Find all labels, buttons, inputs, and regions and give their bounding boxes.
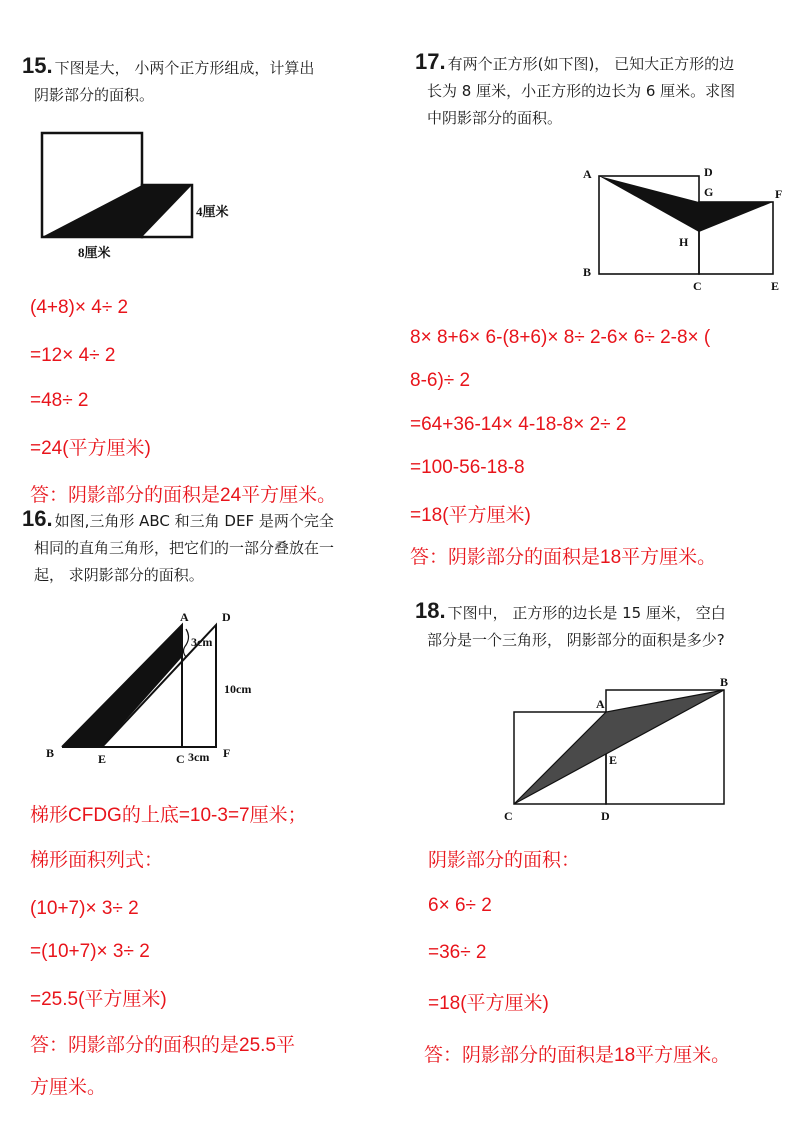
q17-label-f: F xyxy=(775,187,783,201)
q16-question xyxy=(22,505,402,589)
q17-label-g: G xyxy=(704,185,714,199)
q18-label-b: B xyxy=(720,675,729,689)
q16-top-dimension: 3cm xyxy=(191,635,213,649)
q17-solution-line5: =18(平方厘米) xyxy=(410,505,531,526)
q16-label-b: B xyxy=(46,746,55,760)
q16-label-f: F xyxy=(223,746,231,760)
q16-label-c: C xyxy=(176,752,185,766)
q15-side-label: 4厘米 xyxy=(196,204,229,219)
q16-solution-line1: 梯形CFDG的上底=10-3=7厘米； xyxy=(30,805,307,826)
q18-figure xyxy=(500,672,740,827)
q18-label-e: E xyxy=(609,753,618,767)
q16-label-d: D xyxy=(222,610,231,624)
q17-label-h: H xyxy=(679,235,689,249)
q15-shaded-region xyxy=(42,185,192,237)
q17-text-line3: 中阴影部分的面积。 xyxy=(427,109,563,127)
q17-text-line1: 有两个正方形(如下图)， 已知大正方形的边 xyxy=(447,55,735,73)
q16-text-line2: 相同的直角三角形，把它们的一部分叠放在一 xyxy=(34,539,335,557)
q17-number: 17. xyxy=(415,49,446,74)
q17-label-b: B xyxy=(583,265,592,279)
q18-label-d: D xyxy=(601,809,610,823)
q15-text-line1: 下图是大， 小两个正方形组成，计算出 xyxy=(54,59,315,77)
q17-solution-line3: =64+36-14× 4-18-8× 2÷ 2 xyxy=(410,414,627,435)
q15-number: 15. xyxy=(22,53,53,78)
q17-solution-line4: =100-56-18-8 xyxy=(410,457,525,478)
q16-label-e: E xyxy=(98,752,107,766)
q15-solution-line3: =48÷ 2 xyxy=(30,390,89,411)
q18-text-line1: 下图中， 正方形的边长是 15 厘米， 空白 xyxy=(447,604,726,622)
q16-solution-line5: =25.5(平方厘米) xyxy=(30,989,167,1010)
q16-answer-line2: 方厘米。 xyxy=(30,1077,107,1098)
q17-figure xyxy=(575,160,790,295)
q18-text-line2: 部分是一个三角形， 阴影部分的面积是多少? xyxy=(427,631,725,649)
q15-answer: 答：阴影部分的面积是24平方厘米。 xyxy=(30,485,337,506)
q16-side-dimension: 10cm xyxy=(224,682,252,696)
q16-answer-line1: 答：阴影部分的面积的是25.5平 xyxy=(30,1035,295,1056)
q18-solution-line1: 阴影部分的面积： xyxy=(428,850,581,871)
q16-text-line3: 起， 求阴影部分的面积。 xyxy=(34,566,204,584)
q18-label-c: C xyxy=(504,809,513,823)
q18-number: 18. xyxy=(415,598,446,623)
q16-solution-line2: 梯形面积列式： xyxy=(30,850,164,871)
q18-solution-line3: =36÷ 2 xyxy=(428,942,487,963)
q17-solution-line2: 8-6)÷ 2 xyxy=(410,370,471,391)
q15-solution-line2: =12× 4÷ 2 xyxy=(30,345,116,366)
q18-solution-line4: =18(平方厘米) xyxy=(428,993,549,1014)
q16-label-a: A xyxy=(180,610,189,624)
q18-solution-line2: 6× 6÷ 2 xyxy=(428,895,492,916)
q17-label-d: D xyxy=(704,165,713,179)
q16-figure xyxy=(40,605,270,770)
q18-shaded-region xyxy=(514,690,724,804)
q16-triangle-abc xyxy=(62,625,182,747)
q16-number: 16. xyxy=(22,506,53,531)
q15-text-line2: 阴影部分的面积。 xyxy=(34,86,155,104)
q17-solution-line1: 8× 8+6× 6-(8+6)× 8÷ 2-6× 6÷ 2-8× ( xyxy=(410,327,711,348)
q17-text-line2: 长为 8 厘米，小正方形的边长为 6 厘米。求图 xyxy=(427,82,736,100)
q15-question xyxy=(22,52,392,109)
q16-brace xyxy=(184,629,189,657)
q18-label-a: A xyxy=(596,697,605,711)
q17-shaded-region xyxy=(599,176,773,232)
q16-text-line1: 如图,三角形 ABC 和三角 DEF 是两个完全 xyxy=(54,512,334,530)
q15-bottom-label: 8厘米 xyxy=(78,245,111,260)
q15-solution-line1: (4+8)× 4÷ 2 xyxy=(30,297,129,318)
q15-figure xyxy=(30,125,250,265)
q16-solution-line4: =(10+7)× 3÷ 2 xyxy=(30,941,150,962)
q16-bottom-dimension: 3cm xyxy=(188,750,210,764)
q16-solution-line3: (10+7)× 3÷ 2 xyxy=(30,898,139,919)
q17-label-a: A xyxy=(583,167,592,181)
q17-answer: 答：阴影部分的面积是18平方厘米。 xyxy=(410,547,717,568)
q18-question xyxy=(415,597,795,654)
q17-question xyxy=(415,48,795,132)
q15-solution-line4: =24(平方厘米) xyxy=(30,438,151,459)
q17-label-c: C xyxy=(693,279,702,293)
q17-label-e: E xyxy=(771,279,780,293)
q18-answer: 答：阴影部分的面积是18平方厘米。 xyxy=(424,1045,731,1066)
